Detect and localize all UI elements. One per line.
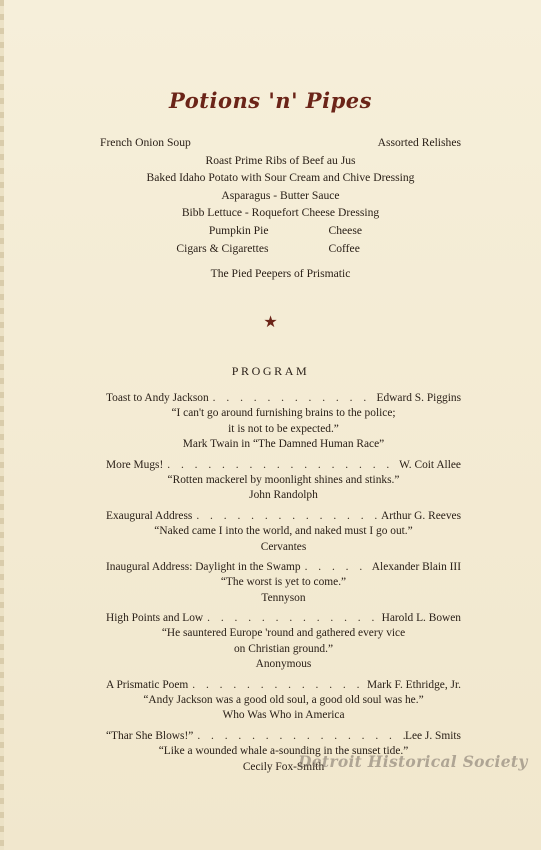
program-item-quote: on Christian ground.” [233, 642, 334, 655]
program-item-line [106, 678, 461, 693]
program-item-speaker: Mark F. Ethridge, Jr. [367, 678, 461, 691]
menu-item: Baked Idaho Potato with Sour Cream and Chive Dressing [146, 171, 415, 185]
program-item-line [106, 560, 461, 575]
dot-leader [301, 560, 372, 575]
menu-item: Cheese [328, 223, 362, 237]
dinner-menu [100, 134, 461, 283]
page-title: Potions 'n' Pipes [169, 88, 372, 113]
dot-leader [193, 729, 405, 744]
program-item-line [106, 458, 461, 473]
program-item-title: A Prismatic Poem [106, 678, 189, 691]
watermark: Detroit Historical Society [298, 752, 528, 771]
menu-item: Asparagus - Butter Sauce [221, 188, 340, 202]
program-heading: PROGRAM [231, 364, 310, 378]
star-icon: ★ [263, 314, 278, 331]
program-list [106, 391, 461, 780]
program-item-title: High Points and Low [106, 612, 204, 625]
program-item-speaker: Arthur G. Reeves [380, 509, 461, 522]
program-item-attribution: Anonymous [255, 658, 312, 671]
program-item [106, 458, 461, 504]
entertainment-line: The Pied Peepers of Prismatic [210, 267, 351, 281]
program-item-line [106, 509, 461, 524]
program-item-line [106, 611, 461, 626]
menu-item: Roast Prime Ribs of Beef au Jus [205, 153, 356, 167]
dot-leader [192, 509, 381, 524]
program-item [106, 509, 461, 555]
menu-item: Cigars & Cigarettes [176, 241, 269, 255]
program-item-quote: “Naked came I into the world, and naked must I go out.” [154, 525, 413, 538]
menu-row [100, 222, 461, 240]
menu-item: Assorted Relishes [377, 136, 461, 149]
program-item-title: More Mugs! [106, 458, 164, 471]
dot-leader [163, 458, 399, 473]
program-item-quote: “He sauntered Europe 'round and gathered every vice [161, 627, 406, 640]
menu-row [100, 240, 461, 258]
program-item-speaker: Alexander Blain III [371, 560, 461, 573]
program-item [106, 611, 461, 673]
dot-leader [209, 391, 377, 406]
menu-item: Coffee [328, 241, 360, 255]
program-item-title: “Thar She Blows!” [106, 729, 194, 742]
program-item-quote: “Andy Jackson was a good old soul, a good old soul was he.” [143, 694, 424, 707]
menu-item: French Onion Soup [100, 136, 191, 149]
deckled-edge [0, 0, 4, 850]
program-item-quote: “The worst is yet to come.” [220, 576, 347, 589]
program-item-attribution: Who Was Who in America [222, 709, 345, 722]
menu-row [100, 134, 461, 152]
program-item-quote: “I can't go around furnishing brains to the police; [171, 407, 396, 420]
dot-leader [203, 611, 381, 626]
program-item-title: Inaugural Address: Daylight in the Swamp [106, 560, 301, 573]
menu-item: Pumpkin Pie [208, 223, 269, 237]
program-item-speaker: Edward S. Piggins [376, 392, 461, 404]
program-item-title: Toast to Andy Jackson [106, 392, 209, 404]
program-item-attribution: Mark Twain in “The Damned Human Race” [182, 438, 385, 451]
program-item-line [106, 729, 461, 744]
program-item-speaker: Lee J. Smits [404, 729, 461, 742]
menu-item: Bibb Lettuce - Roquefort Cheese Dressing [181, 206, 380, 220]
program-item [106, 560, 461, 606]
program-item-quote: it is not to be expected.” [228, 422, 339, 435]
program-item-speaker: Harold L. Bowen [381, 612, 461, 625]
program-item-attribution: Cervantes [260, 540, 307, 553]
program-item-attribution: Tennyson [261, 591, 306, 604]
program-item [106, 391, 461, 453]
program-item-attribution: John Randolph [249, 489, 318, 502]
program-item-quote: “Rotten mackerel by moonlight shines and stinks.” [167, 473, 400, 486]
program-item-line [106, 391, 461, 406]
dot-leader [188, 678, 367, 693]
program-item-speaker: W. Coit Allee [399, 458, 461, 471]
program-item-attribution: Cecily Fox-Smith [242, 760, 325, 773]
program-item [106, 678, 461, 724]
program-item-title: Exaugural Address [106, 509, 193, 522]
program-item-quote: “Like a wounded whale a-sounding in the sunset tide.” [158, 745, 409, 758]
